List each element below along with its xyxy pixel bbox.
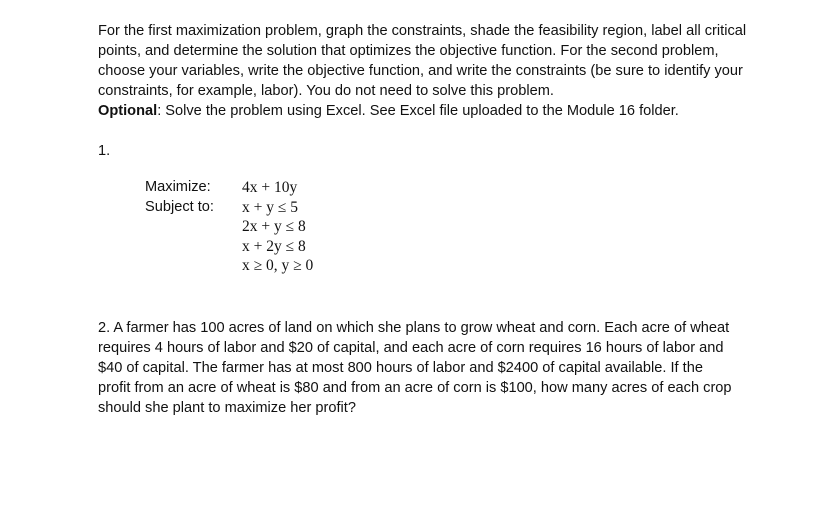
constraint-3: x + 2y ≤ 8 — [242, 237, 306, 255]
instructions-paragraph — [98, 21, 758, 121]
maximize-label: Maximize: — [145, 179, 211, 195]
problem1-number: 1. — [98, 143, 111, 159]
problem2-text: 2. A farmer has 100 acres of land on which she plans to grow wheat and corn. Each acre of wheat requires 4 hours of labor and $20 of capital, and each acre of corn requires 16 hours of labor and $40 of capital. The farmer has at most 800 hours of labor and $2400 of capital available. If the profit from an acre of wheat is $80 and from an acre of corn is $100, how many acres of each crop should she plant to maximize her profit? — [98, 320, 732, 416]
optional-text: : Solve the problem using Excel. See Excel file uploaded to the Module 16 folder. — [157, 103, 679, 119]
constraint-row — [145, 198, 313, 218]
objective-function: 4x + 10y — [242, 179, 298, 196]
constraint-row — [145, 237, 313, 257]
instructions — [98, 21, 758, 121]
optional-label: Optional — [98, 103, 158, 119]
constraint-row — [145, 217, 313, 237]
constraint-2: 2x + y ≤ 8 — [242, 218, 306, 235]
constraint-row — [145, 256, 313, 276]
linear-program — [145, 178, 313, 276]
constraint-1: x + y ≤ 5 — [242, 198, 298, 216]
instructions-text: For the first maximization problem, graph the constraints, shade the feasibility region, label all critical points, and determine the solution that optimizes the objective function. For the second problem, choose your variables, write the objective function, and write the constraints (be sure to identify your constraints, for example, labor). You do not need to solve this problem. — [98, 23, 747, 99]
constraint-4: x ≥ 0, y ≥ 0 — [242, 257, 314, 274]
objective-row — [145, 178, 313, 198]
subject-to-label: Subject to: — [145, 198, 214, 215]
problem2 — [98, 318, 738, 418]
